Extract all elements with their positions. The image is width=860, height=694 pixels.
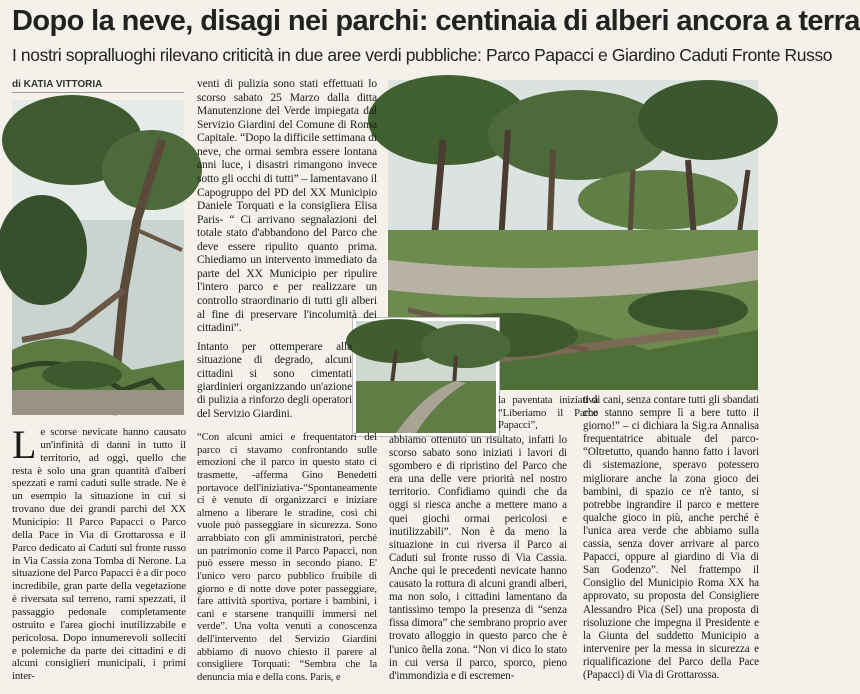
article-column-3: abbiamo ottenuto un risultato, infatti lo scorso sabato sono iniziati i lavori di sgombero e di ripristino del Parco che era una delle vere priorità nel nostro territorio. Confidiamo quindi che da oggi si riesca anche a mettere mano a quei giochi ormai pericolosi e inutilizzabili”. Non è da meno la situazione in cui riversa il Parco ai Caduti sul fronte russo di Via Cassia. Anche qui le precedenti nevicate hanno causato la rottura di alcuni grandi alberi, ma non solo, i cittadini lamentano da tantissimo tempo la presenza di “senza fissa dimora” che sembrano proprio aver trovato alloggio in questo parco che è l'unico ñella zona. “Non vi dico lo stato in cui versa il parco, sporco, pieno d'immondizia e di escremen- xyxy=(389,434,567,682)
article-byline: di KATIA VITTORIA xyxy=(12,79,103,90)
article-column-3-top: la paventata iniziativa “Liberiamo il Parco Papacci”, xyxy=(498,394,598,432)
article-column-2-middle: Intanto per ottemperare alla situazione di degrado, alcuni cittadini si sono cimentati giardinieri organizzando un'azione di pulizia a rinforzo degli operatori del Servizio Giardini. xyxy=(197,341,352,420)
article-column-2-top: venti di pulizia sono stati effettuati lo scorso sabato 25 Marzo dalla ditta Manutenzione del Verde impiegata dal Servizio Giardini del Comune di Roma Capitale. “Dopo la difficile settimana di neve, che ormai sembra essere lontana anni luce, i disastri rimangono invece sotto gli occhi di tutti” – lamentavano il Capogruppo del PD del XX Municipio Daniele Torquati e la consigliera Elisa Paris- “ Ci arrivano segnalazioni del totale stato d'abbandono del Parco che deve essere ripulito quanto prima. Chiediamo un intervento immediato da parte del XX Municipio per ripulire l'intero parco e per realizzare un controllo straordinario di tutti gli alberi al fine di preservare l'incolumità dei cittadini”. xyxy=(197,78,377,335)
photo-inset-park-path xyxy=(353,318,499,436)
photo-fallen-pine-left xyxy=(12,100,184,415)
byline-divider xyxy=(12,92,184,93)
article-column-1 xyxy=(12,422,187,683)
drop-cap: L xyxy=(12,422,37,467)
article-column-2-bottom: “Con alcuni amici e frequentatori del parco ci stavamo confrontando sulle emozioni che il parco in questo stato ci trasmette, -afferma Gino Benedetti portavoce dell'iniziativa-“Spontaneamente ci è venuto di organizzarci e iniziare almeno a liberare le stradine, così chi vuole può passeggiare in sicurezza. Sono arrabbiato con gli amministratori, perché un patrimonio come il Parco Papacci, non può essere messo in secondo piano. E' l'unico vero parco pubblico fruibile di giorno e di notte dove poter passeggiare, fare attività sportiva, portare i bambini, i cani e starsene tranquilli immersi nel verde”. Una volta venuti a conoscenza dell'intervento del Servizio Giardini abbiamo di nuovo chiesto il parere al consigliere Torquati: “Sembra che la denuncia mia e della cons. Paris, e xyxy=(197,431,377,683)
column-1-text: e scorse nevicate hanno causato un'infinità di danni in tutto il territorio, ad oggi, quello che resta è solo una gran quantità d'alberi spezzati e rami caduti sulle strade. Ne è un esempio la situazione in cui si trovano due dei grandi parchi del XX Municipio: Il Parco Papacci o Parco della Pace in Via di Grottarossa e il Parco dedicato ai Caduti sul fronte russo in Via Cassia zona Tomba di Nerone. La situazione del Parco Papacci è a dir poco incredibile, gran parte della vegetazione è riversata sul terreno, rami spezzati, il passaggio pedonale completamente ostruito e l'area giochi inutilizzabile e pericolosa. Dopo innumerevoli solleciti e polemiche da parte dei cittadini e di alcuni consiglieri municipali, i primi inter- xyxy=(12,426,187,683)
article-headline: Dopo la neve, disagi nei parchi: centinaia di alberi ancora a terra xyxy=(12,5,860,37)
article-column-4: ti di cani, senza contare tutti gli sbandati che stanno sempre lì a bere tutto il giorno!” – ci dichiara la Sig.ra Annalisa frequentatrice abituale del parco- “Oltretutto, quando hanno fatto i lavori di sistemazione, speravo potessero migliorare anche la zona gioco dei bambini, di spazio ce n'è tanto, si potrebbe ingrandire il parco e mettere qualche gioco in più, anche perché è l'unica area verde che abbiamo sulla cassia, senza dover arrivare al parco Papacci, oppure al giardino di Via di San Godenzo”. Nel frattempo il Consiglio del Municipio Roma XX ha approvato, su proposta del Consigliere Alessandro Pica (Sel) una proposta di risoluzione che impegna il Presidente e la Giunta del suddetto Municipio a intervenire per la messa in sicurezza e riqualificazione del Parco della Pace (Papacci) di Via di Grottarossa. xyxy=(583,394,759,681)
article-subheadline: I nostri sopralluoghi rilevano criticità in due aree verdi pubbliche: Parco Papacci e Giardino Caduti Fronte Russo xyxy=(12,45,833,65)
